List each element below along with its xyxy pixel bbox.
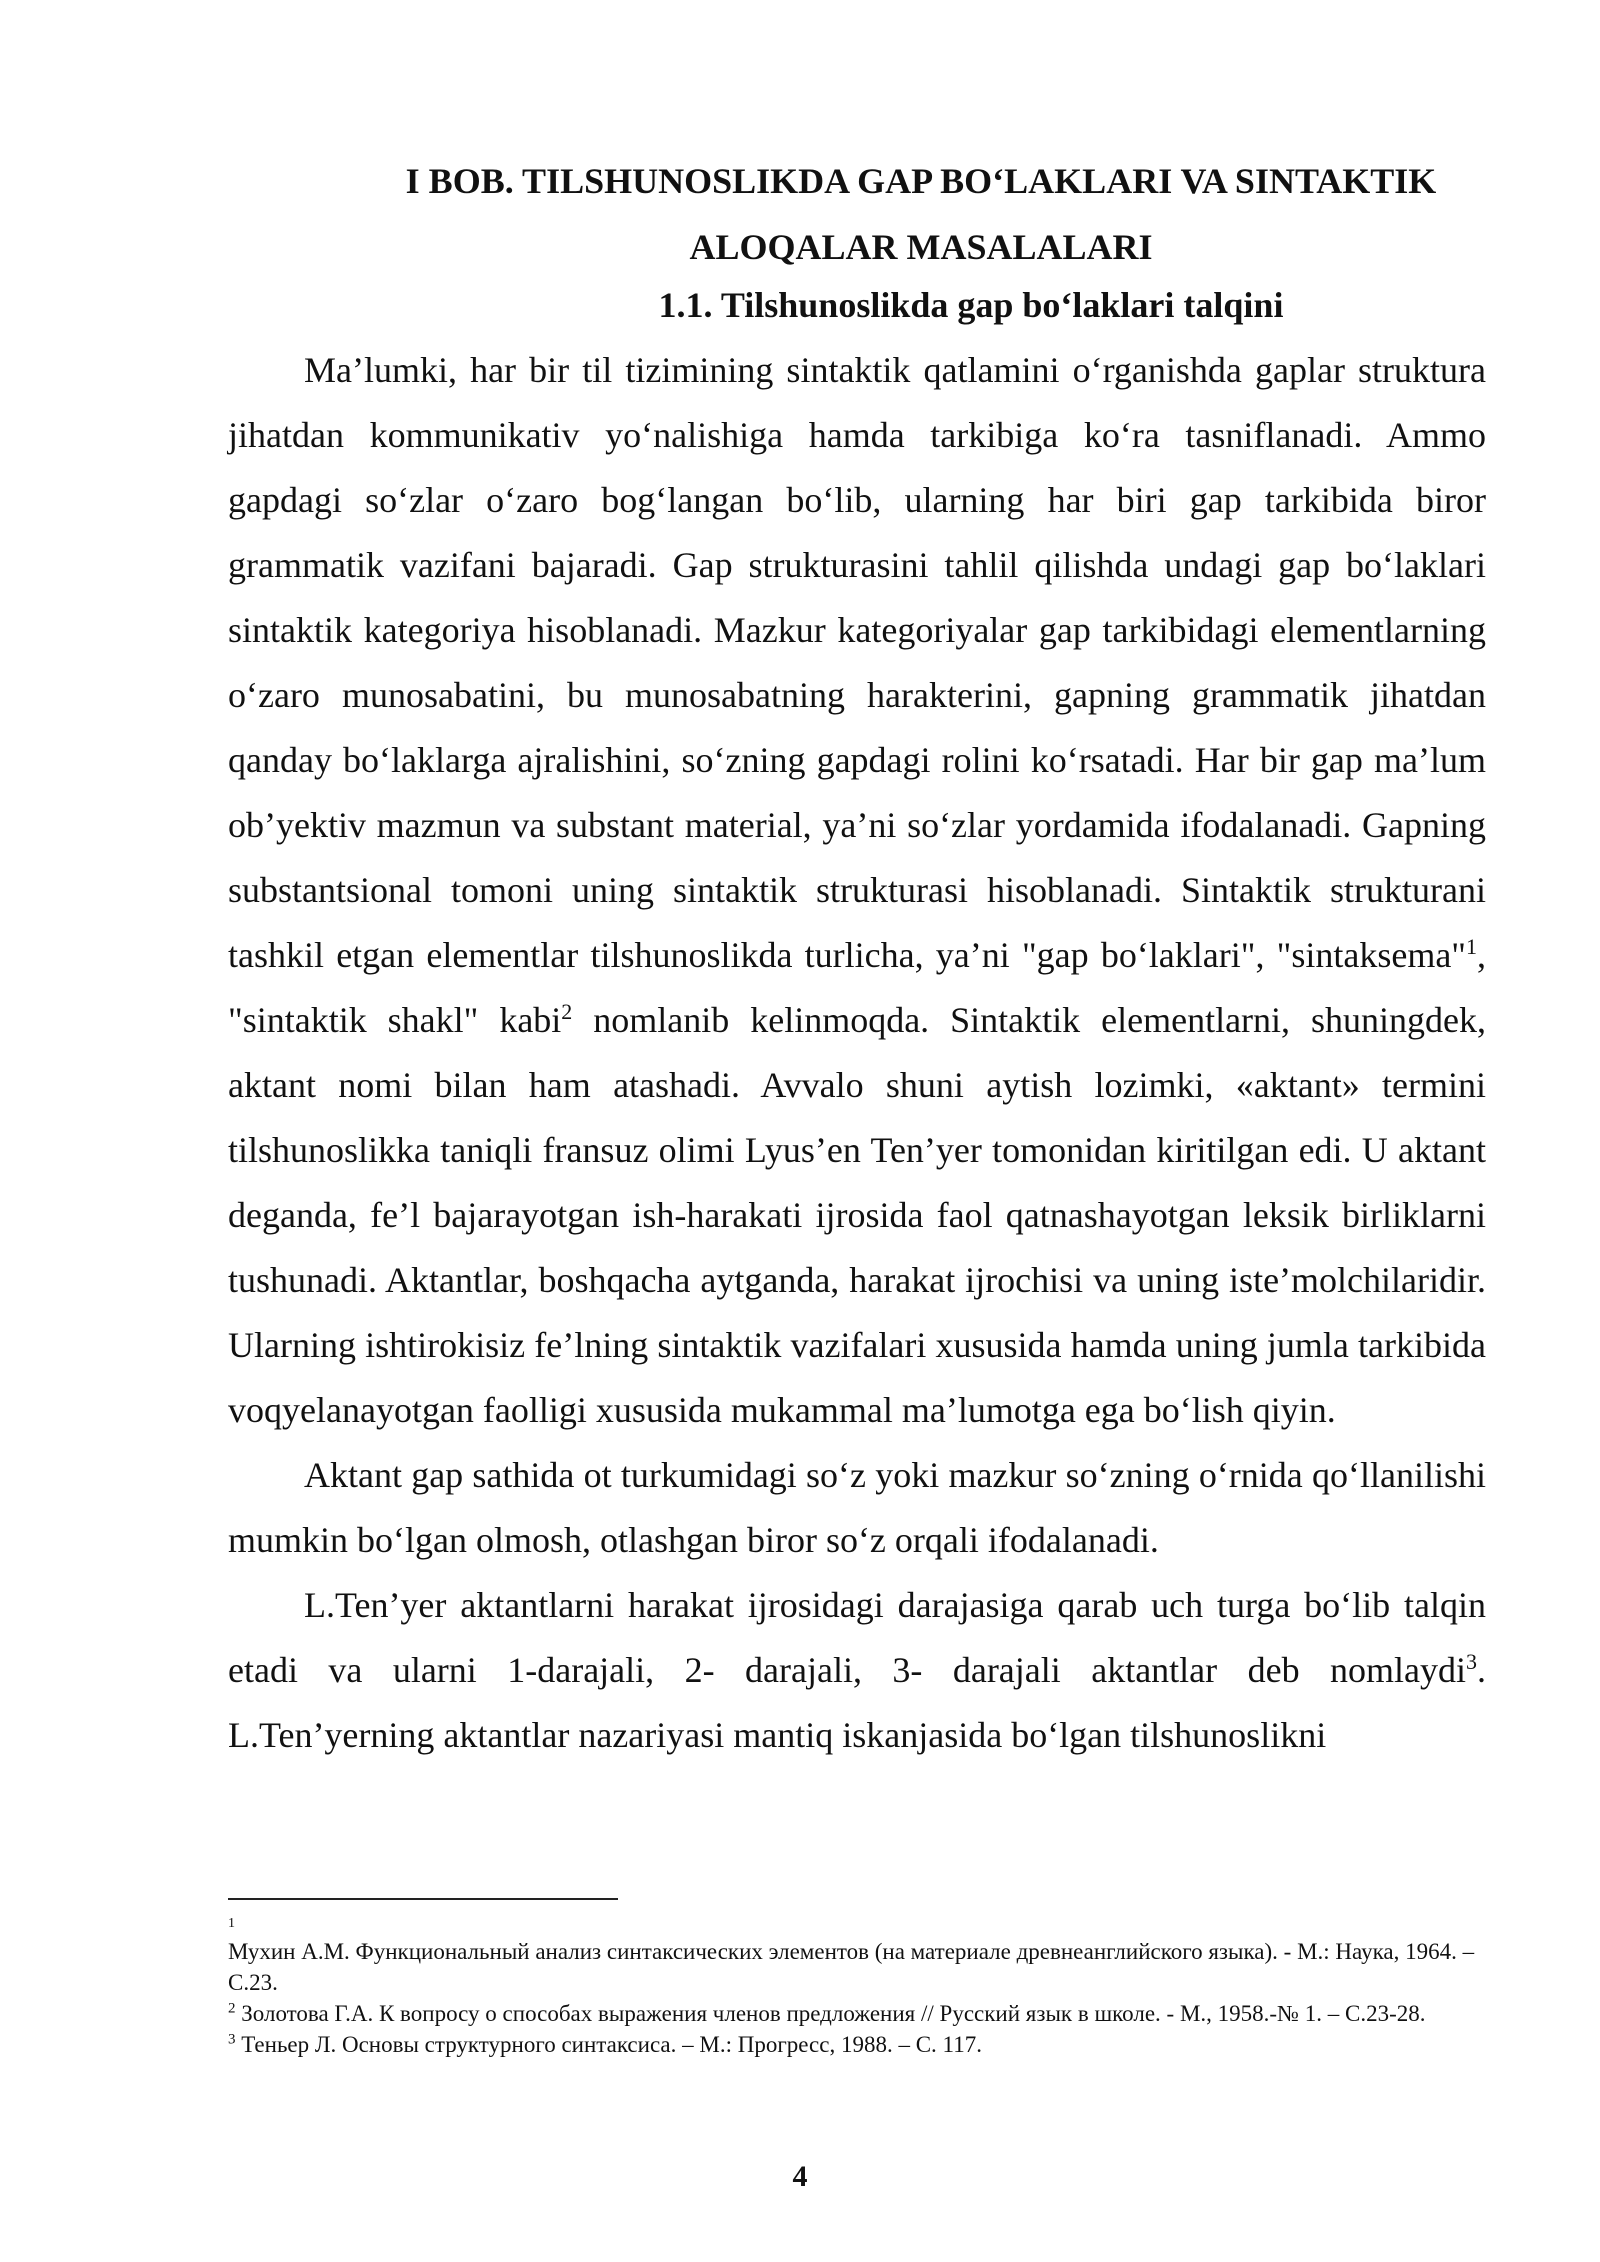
footnote-2-text: Золотова Г.А. К вопросу о способах выражения членов предложения // Русский язык в школе. - М., 1958.-№ 1. – С.23-28. — [235, 2001, 1426, 2026]
paragraph-2: Aktant gap sathida ot turkumidagi so‘z yoki mazkur so‘zning o‘rnida qo‘llanilishi mumkin bo‘lgan olmosh, otlashgan biror so‘z orqali ifodalanadi. — [228, 1455, 1486, 1560]
paragraph-1 — [228, 338, 1486, 1443]
footnote-ref-2[interactable]: 2 — [561, 999, 573, 1024]
chapter-title-line-2: ALOQALAR MASALALARI — [689, 227, 1153, 267]
footnote-2-marker: 2 — [228, 2000, 236, 2017]
paragraph-3-text-b: . L.Ten’yerning aktantlar nazariyasi mantiq iskanjasida bo‘lgan tilshunoslikni — [228, 1650, 1486, 1755]
paragraph-1-text-a: Ma’lumki, har bir til tizimining sintaktik qatlamini o‘rganishda gaplar struktura jihatdan kommunikativ yo‘nalishiga hamda tarkibiga ko‘ra tasniflanadi. Ammo gapdagi so‘zlar o‘zaro bog‘langan bo‘lib, ularning har biri gap tarkibida biror grammatik vazifani bajaradi. Gap strukturasini tahlil qilishda undagi gap bo‘laklari sintaktik kategoriya hisoblanadi. Mazkur kategoriyalar gap tarkibidagi elementlarning o‘zaro munosabatini, bu munosabatning harakterini, gapning grammatik jihatdan qanday bo‘laklarga ajralishini, so‘zning gapdagi rolini ko‘rsatadi. Har bir gap ma’lum ob’yektiv mazmun va substant material, ya’ni so‘zlar yordamida ifodalanadi. Gapning substantsional tomoni uning sintaktik strukturasi hisoblanadi. Sintaktik strukturani tashkil etgan elementlar tilshunoslikda turlicha, ya’ni "gap bo‘laklari", "sintaksema" — [228, 350, 1486, 975]
chapter-title-line-1: I BOB. TILSHUNOSLIKDA GAP BO‘LAKLARI VA SINTAKTIK — [405, 161, 1437, 201]
footnote-ref-1[interactable]: 1 — [1466, 934, 1477, 959]
footnote-3 — [228, 2029, 1486, 2060]
paragraph-3-text-a: L.Ten’yer aktantlarni harakat ijrosidagi darajasiga qarab uch turga bo‘lib talqin etadi va ularni 1-darajali, 2- darajali, 3- darajali aktantlar deb nomlaydi — [228, 1585, 1486, 1690]
body-text — [228, 338, 1486, 1768]
footnote-1-marker: 1 — [228, 1916, 235, 1931]
paragraph-1-text-c: nomlanib kelinmoqda. Sintaktik elementlarni, shuningdek, aktant nomi bilan ham atashadi. Avvalo shuni aytish lozimki, «aktant» termini tilshunoslikka taniqli fransuz olimi Lyus’en Ten’yer tomonidan kiritilgan edi. U aktant deganda, fe’l bajarayotgan ish-harakati ijrosida faol qatnashayotgan leksik birliklarni tushunadi. Aktantlar, boshqacha aytganda, harakat ijrochisi va uning iste’molchilaridir. Ularning ishtirokisiz fe’lning sintaktik vazifalari xususida hamda uning jumla tarkibida voqyelanayotgan faolligi xususida mukammal ma’lumotga ega bo‘lish qiyin. — [228, 1000, 1486, 1430]
footnote-1: Мухин А.М. Функциональный анализ синтаксических элементов (на материале древнеанглийского языка). - М.: Наука, 1964. – С.23. — [228, 1939, 1475, 1995]
paragraph-3 — [228, 1573, 1486, 1768]
footnote-separator — [228, 1898, 618, 1900]
footnotes — [228, 1912, 1486, 2060]
chapter-title — [228, 148, 1484, 280]
footnote-3-text: Теньер Л. Основы структурного синтаксиса. – М.: Прогресс, 1988. – С. 117. — [235, 2032, 982, 2057]
section-title: 1.1. Tilshunoslikda gap bo‘laklari talqini — [658, 285, 1284, 325]
footnote-3-marker: 3 — [228, 2031, 236, 2048]
footnote-2 — [228, 1998, 1486, 2029]
paragraph-1-text-b: , "sintaktik shakl" kabi — [228, 935, 1486, 1040]
page-number: 4 — [792, 2160, 808, 2193]
footnote-ref-3[interactable]: 3 — [1466, 1649, 1477, 1674]
